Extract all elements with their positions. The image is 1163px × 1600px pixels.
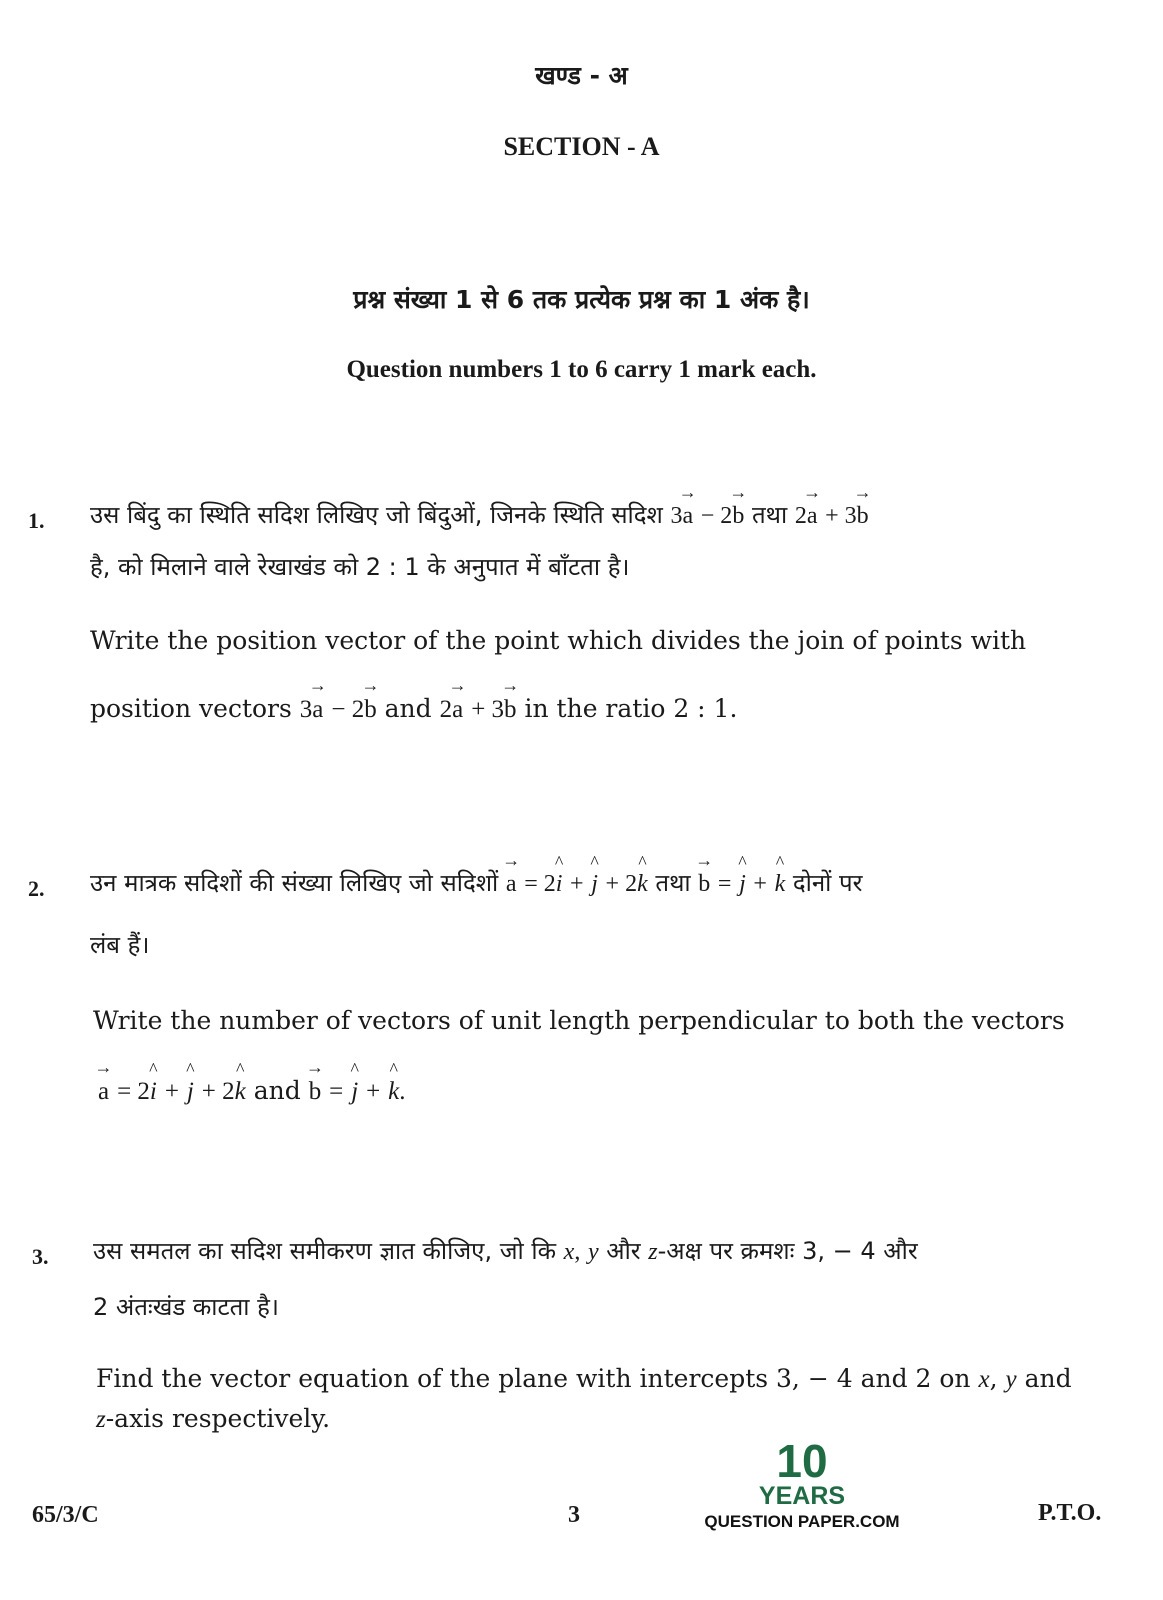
question-number: 3.: [32, 1244, 49, 1269]
question-1-hindi-line-2: है, को मिलाने वाले रेखाखंड को 2 : 1 के अनुपात में बाँटता है।: [90, 553, 630, 581]
logo-years: YEARS: [758, 1482, 846, 1510]
unit-k: ^ k: [637, 871, 648, 898]
coefficient: 3: [299, 696, 313, 723]
equals: = 2: [117, 1078, 150, 1105]
hindi-text: और: [606, 1237, 641, 1265]
pto-label: P.T.O.: [1038, 1500, 1102, 1526]
axis-x: x: [563, 1239, 575, 1265]
coefficient: 2: [439, 696, 453, 723]
question-2-english-line-2: [98, 1076, 406, 1106]
operator: + 2: [201, 1078, 235, 1105]
conjunction: and: [1024, 1364, 1072, 1393]
question-1-english-line-2: [90, 694, 737, 724]
hindi-text: उन मात्रक सदिशों की संख्या लिखिए जो सदिशों: [90, 869, 499, 897]
comma: ,: [574, 1239, 581, 1265]
instruction-english: Question numbers 1 to 6 carry 1 mark each.: [346, 356, 817, 383]
question-1-hindi-line-1: [90, 498, 869, 531]
unit-j: ^ j: [591, 871, 598, 898]
axis-z: z: [648, 1239, 658, 1265]
operator: + 3: [471, 696, 505, 723]
question-3-hindi-line-1: [93, 1234, 918, 1267]
question-2-hindi-line-1: [90, 866, 862, 899]
logo-site: QUESTION PAPER.COM: [704, 1512, 900, 1531]
vector-a: → a: [807, 503, 818, 530]
logo-number: 10: [776, 1435, 828, 1487]
operator: + 3: [825, 503, 857, 529]
conjunction: and: [384, 694, 432, 723]
coefficient: 2: [794, 503, 807, 529]
question-3-english-line-2: [96, 1404, 330, 1434]
vector-b: → b: [732, 503, 744, 530]
conjunction: तथा: [655, 869, 691, 897]
vector-b: → b: [857, 503, 869, 530]
unit-i: ^ i: [556, 871, 563, 898]
vector-b: → b: [309, 1078, 322, 1106]
vector-a: → a: [452, 696, 463, 724]
english-text: -axis respectively.: [105, 1404, 331, 1433]
operator: +: [366, 1078, 381, 1105]
vector-a: → a: [98, 1078, 109, 1106]
watermark-logo: [692, 1435, 912, 1531]
question-3-hindi-line-2: 2 अंतःखंड काटता है।: [93, 1293, 279, 1321]
conjunction: तथा: [751, 501, 788, 529]
vector-a: → a: [506, 871, 517, 898]
comma: ,: [989, 1364, 998, 1393]
operator: +: [164, 1078, 179, 1105]
conjunction: and: [253, 1076, 301, 1105]
english-text: in the ratio 2 : 1.: [524, 694, 738, 723]
axis-z: z: [96, 1406, 106, 1433]
vector-b: → b: [364, 696, 377, 724]
page-number: 3: [568, 1502, 580, 1528]
vector-a: → a: [682, 503, 693, 530]
equals: =: [329, 1078, 344, 1105]
question-2-english-line-1: Write the number of vectors of unit length perpendicular to both the vectors: [93, 1006, 1065, 1035]
equals: =: [717, 871, 732, 897]
operator: +: [753, 871, 767, 897]
instruction-hindi: प्रश्न संख्या 1 से 6 तक प्रत्येक प्रश्न का 1 अंक है।: [353, 285, 810, 314]
unit-k: ^ k: [388, 1078, 399, 1106]
hindi-text: दोनों पर: [792, 869, 863, 897]
operator: − 2: [700, 503, 733, 529]
axis-x: x: [978, 1366, 990, 1393]
unit-k: ^ k: [235, 1078, 246, 1106]
unit-j: ^ j: [351, 1078, 358, 1106]
vector-b: → b: [504, 696, 517, 724]
unit-j: ^ j: [739, 871, 746, 898]
section-title: SECTION - A: [503, 132, 660, 161]
question-number: 1.: [28, 508, 45, 533]
vector-a: → a: [312, 696, 323, 724]
operator: − 2: [331, 696, 365, 723]
hindi-text: उस बिंदु का स्थिति सदिश लिखिए जो बिंदुओं, जिनके स्थिति सदिश: [90, 501, 663, 529]
coefficient: 3: [670, 503, 683, 529]
hindi-text: -अक्ष पर क्रमशः 3, − 4 और: [657, 1237, 918, 1265]
section-title-hindi: खण्ड - अ: [535, 61, 628, 90]
question-2-hindi-line-2: लंब हैं।: [90, 931, 150, 959]
period: .: [399, 1078, 406, 1105]
question-1-english-line-1: Write the position vector of the point which divides the join of points with: [90, 626, 1027, 655]
unit-i: ^ i: [150, 1078, 157, 1106]
hindi-text: उस समतल का सदिश समीकरण ज्ञात कीजिए, जो कि: [93, 1237, 557, 1265]
operator: + 2: [605, 871, 638, 897]
axis-y: y: [587, 1239, 599, 1265]
english-text: position vectors: [90, 694, 292, 723]
question-3-english-line-1: [96, 1364, 1072, 1394]
operator: +: [570, 871, 584, 897]
unit-k: ^ k: [775, 871, 786, 898]
paper-code: 65/3/C: [32, 1502, 99, 1528]
vector-b: → b: [698, 871, 710, 898]
english-text: Find the vector equation of the plane with intercepts 3, − 4 and 2 on: [96, 1364, 971, 1393]
question-number: 2.: [28, 876, 45, 901]
unit-j: ^ j: [187, 1078, 194, 1106]
equals: = 2: [524, 871, 556, 897]
axis-y: y: [1005, 1366, 1017, 1393]
